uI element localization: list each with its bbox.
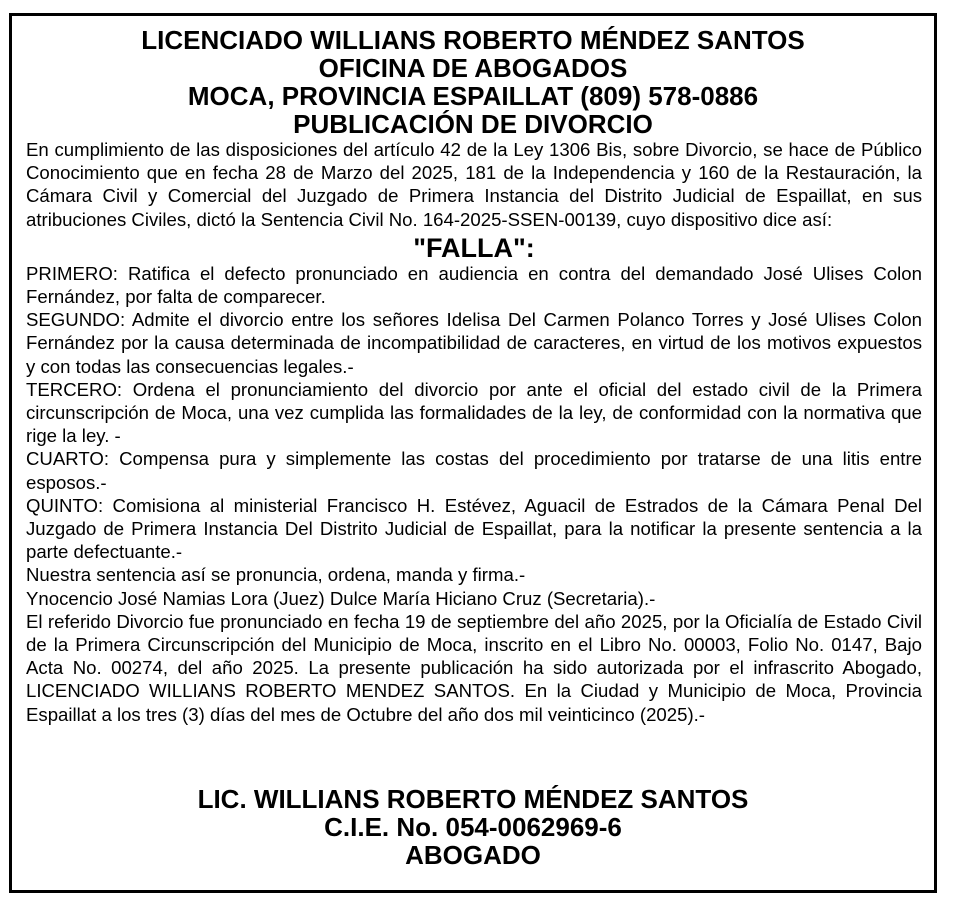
signer-name: LIC. WILLIANS ROBERTO MÉNDEZ SANTOS (197, 784, 749, 814)
notice-header (12, 26, 934, 138)
clause-segundo: SEGUNDO: Admite el divorcio entre los señores Idelisa Del Carmen Polanco Torres y José Ulises Colon Fernández por la causa determinada de incompatibilidad de caracteres, en virtud de los motivos expuestos y con todas las consecuencias legales.- (26, 309, 922, 377)
signer-cie: C.I.E. No. 054-0062969-6 (324, 812, 622, 842)
clause-tercero: TERCERO: Ordena el pronunciamiento del divorcio por ante el oficial del estado civil de la Primera circunscripción de Moca, una vez cumplida las formalidades de la ley, de conformidad con la normativa que rige la ley. - (26, 378, 922, 447)
closing-line: Nuestra sentencia así se pronuncia, ordena, manda y firma.- (26, 564, 526, 586)
final-paragraph: El referido Divorcio fue pronunciado en fecha 19 de septiembre del año 2025, por la Oficialía de Estado Civil de la Primera Circunscripción del Municipio de Moca, inscrito en el Libro No. 00003, Folio No. 0147, Bajo Acta No. 00274, del año 2025. La presente publicación ha sido autorizada por el infrascrito Abogado, LICENCIADO WILLIANS ROBERTO MENDEZ SANTOS. En la Ciudad y Municipio de Moca, Provincia Espaillat a los tres (3) días del mes de Octubre del año dos mil veinticinco (2025).- (26, 610, 922, 725)
lawyer-name-heading: LICENCIADO WILLIANS ROBERTO MÉNDEZ SANTOS (141, 25, 805, 55)
clause-quinto: QUINTO: Comisiona al ministerial Francisco H. Estévez, Aguacil de Estrados de la Cámara Penal Del Juzgado de Primera Instancia Del Distrito Judicial de Espaillat, para la notificar la presente sentencia a la parte defectuante.- (26, 494, 922, 563)
notice-body (26, 138, 922, 726)
legal-notice-frame (9, 13, 937, 893)
signature-block (12, 785, 934, 869)
office-heading: OFICINA DE ABOGADOS (318, 53, 628, 83)
intro-paragraph: En cumplimiento de las disposiciones del artículo 42 de la Ley 1306 Bis, sobre Divorcio, se hace de Público Conocimiento que en fecha 28 de Marzo del 2025, 181 de la Independencia y 160 de la Restauración, la Cámara Civil y Comercial del Juzgado de Primera Instancia del Distrito Judicial de Espaillat, en sus atribuciones Civiles, dictó la Sentencia Civil No. 164-2025-SSEN-00139, cuyo dispositivo dice así: (26, 139, 922, 230)
signer-title: ABOGADO (405, 840, 541, 870)
falla-heading: "FALLA": (413, 232, 535, 263)
location-phone-heading: MOCA, PROVINCIA ESPAILLAT (809) 578-0886 (187, 81, 759, 111)
clause-primero: PRIMERO: Ratifica el defecto pronunciado en audiencia en contra del demandado José Ulises Colon Fernández, por falta de comparecer. (26, 262, 922, 308)
clause-cuarto: CUARTO: Compensa pura y simplemente las costas del procedimiento por tratarse de una litis entre esposos.- (26, 448, 922, 493)
publication-title: PUBLICACIÓN DE DIVORCIO (293, 109, 653, 139)
signatories-line: Ynocencio José Namias Lora (Juez) Dulce María Hiciano Cruz (Secretaria).- (26, 587, 656, 609)
